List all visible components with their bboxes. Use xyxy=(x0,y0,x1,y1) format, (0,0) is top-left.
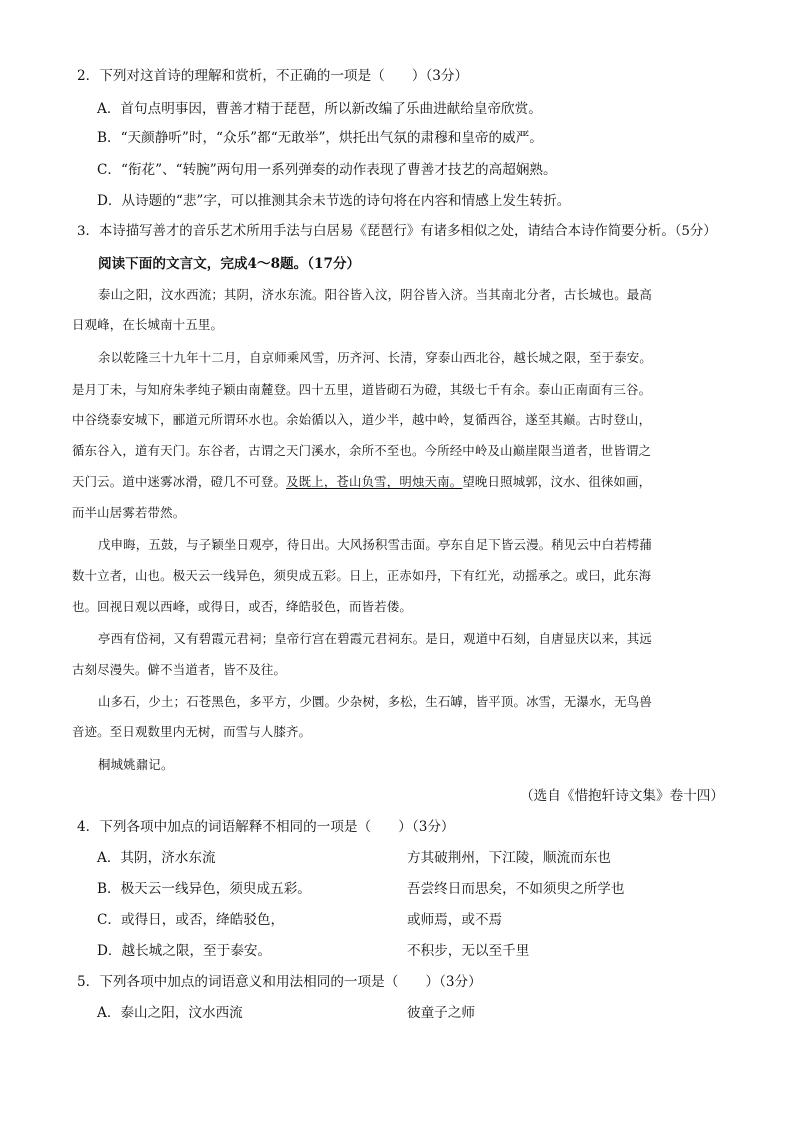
question-2-option-d: D．从诗题的“悲”字，可以推测其余未节选的诗句将在内容和情感上发生转折。 xyxy=(97,193,571,209)
passage-text: 天门云。道中迷雾冰滑，磴几不可登。 xyxy=(72,474,287,489)
question-2-option-c: C．“衔花”、“转腕”两句用一系列弹奏的动作表现了曹善才技艺的高超娴熟。 xyxy=(97,162,557,178)
passage-line: 数十立者，山也。极天云一线异色，须臾成五彩。日上，正赤如丹，下有红光，动摇承之。或曰，此东海 xyxy=(72,568,652,583)
passage-line: 循东谷入，道有天门。东谷者，古谓之天门溪水，余所不至也。今所经中岭及山巅崖限当道者，世皆谓之 xyxy=(72,443,652,458)
passage-line: 戊申晦，五鼓，与子颖坐日观亭，待日出。大风扬积雪击面。亭东自足下皆云漫。稍见云中白若樗蒱 xyxy=(98,537,652,552)
passage-line: 山多石，少土；石苍黑色，多平方，少圜。少杂树，多松，生石罅，皆平顶。冰雪，无瀑水，无鸟兽 xyxy=(98,694,652,709)
passage-text: 望晚日照城郭，汶水、徂徕如画， xyxy=(462,474,652,489)
question-4-option-c-right: 或师焉，或不焉 xyxy=(407,912,503,928)
passage-line: 是月丁未，与知府朱孝纯子颖由南麓登。四十五里，道皆砌石为磴，其级七千有余。泰山正南面有三谷。 xyxy=(72,382,652,397)
question-4-option-c-left: C．或得日，或否，绛皓驳色， xyxy=(97,912,285,928)
passage-line: 而半山居雾若带然。 xyxy=(72,505,186,520)
passage-source: （选自《惜抱轩诗文集》卷十四） xyxy=(520,788,724,804)
question-4-option-d-right: 不积步，无以至千里 xyxy=(407,943,530,959)
passage-line: 余以乾隆三十九年十二月，自京师乘风雪，历齐河、长清，穿泰山西北谷，越长城之限，至于泰安。 xyxy=(98,350,652,365)
question-4-option-d-left: D．越长城之限，至于泰安。 xyxy=(97,943,272,959)
question-5-stem: 5．下列各项中加点的词语意义和用法相同的一项是（ ）（3分） xyxy=(77,974,482,990)
question-2-option-b: B．“天颜静听”时，“众乐”都“无敢举”，烘托出气氛的肃穆和皇帝的威严。 xyxy=(97,130,543,146)
underlined-sentence: 及既上，苍山负雪，明烛天南。 xyxy=(286,474,463,489)
passage-line: 日观峰，在长城南十五里。 xyxy=(72,317,224,332)
question-4-stem: 4．下列各项中加点的词语解释不相同的一项是（ ）（3分） xyxy=(77,819,455,835)
passage-author: 桐城姚鼐记。 xyxy=(98,757,174,772)
question-5-option-a-left: A．泰山之阳，汶水西流 xyxy=(97,1005,243,1021)
passage-line: 也。回视日观以西峰，或得日，或否，绛皓驳色，而皆若偻。 xyxy=(72,599,412,614)
passage-line: 古刻尽漫失。僻不当道者，皆不及往。 xyxy=(72,662,287,677)
question-3-stem: 3．本诗描写善才的音乐艺术所用手法与白居易《琵琶行》有诸多相似之处，请结合本诗作简要分析。（5分） xyxy=(77,224,717,239)
passage-line: 音迹。至日观数里内无树，而雪与人膝齐。 xyxy=(72,724,312,739)
question-4-option-b-right: 吾尝终日而思矣，不如须臾之所学也 xyxy=(407,881,625,897)
reading-instruction: 阅读下面的文言文，完成4～8题。（17分） xyxy=(98,256,361,272)
passage-line: 泰山之阳，汶水西流；其阴，济水东流。阳谷皆入汶，阴谷皆入济。当其南北分者，古长城也。最高 xyxy=(98,287,652,302)
question-4-option-a-right: 方其破荆州，下江陵，顺流而东也 xyxy=(407,850,611,866)
passage-line xyxy=(72,472,651,492)
question-2-option-a: A．首句点明事因，曹善才精于琵琶，所以新改编了乐曲进献给皇帝欣赏。 xyxy=(97,101,542,117)
question-2-stem: 2．下列对这首诗的理解和赏析，不正确的一项是（ ）（3分） xyxy=(77,68,469,84)
passage-line: 亭西有岱祠，又有碧霞元君祠；皇帝行宫在碧霞元君祠东。是日，观道中石刻，自唐显庆以来，其远 xyxy=(98,631,652,646)
question-5-option-a-right: 彼童子之师 xyxy=(407,1005,475,1021)
passage-line: 中谷绕泰安城下，郦道元所谓环水也。余始循以入，道少半，越中岭，复循西谷，遂至其巅。古时登山， xyxy=(72,412,652,427)
question-4-option-b-left: B．极天云一线异色，须臾成五彩。 xyxy=(97,881,311,897)
question-4-option-a-left: A．其阴，济水东流 xyxy=(97,850,216,866)
